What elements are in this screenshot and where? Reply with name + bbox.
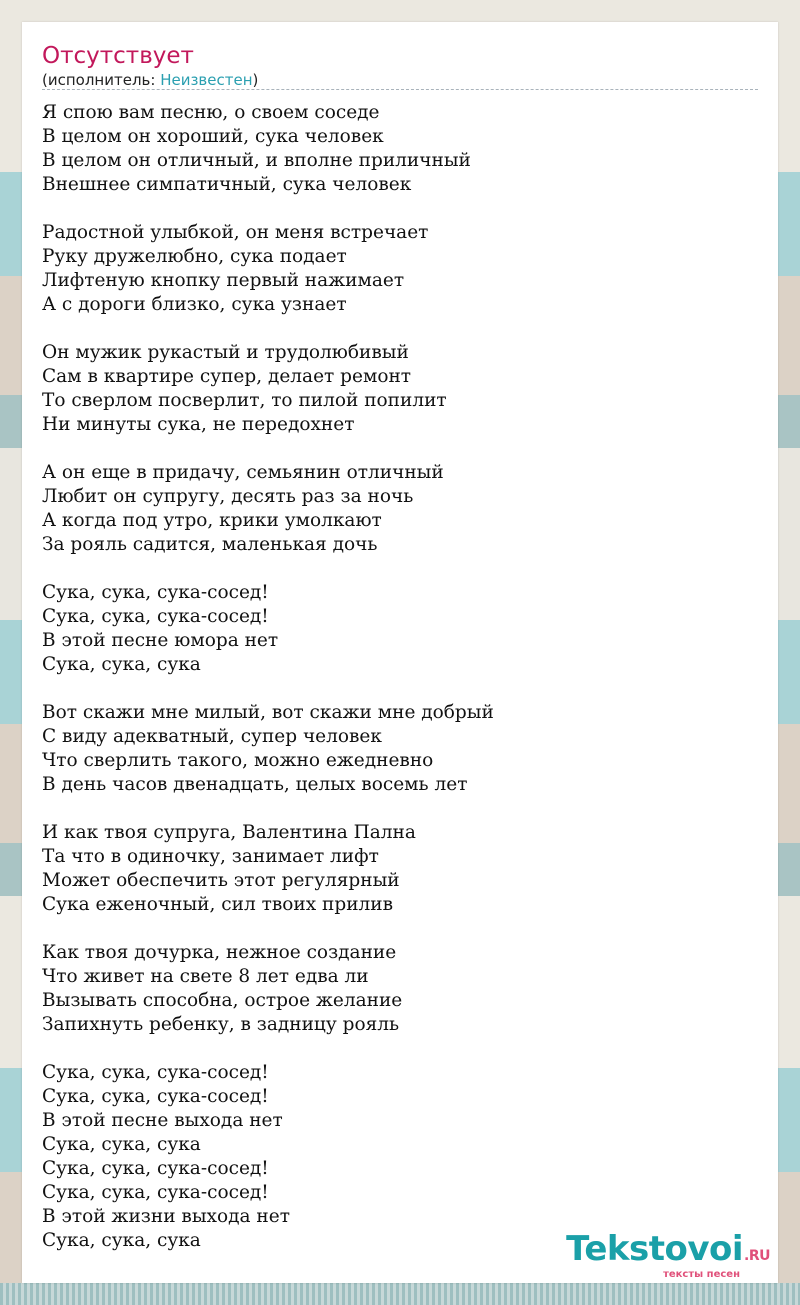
site-logo[interactable] — [566, 1229, 770, 1280]
song-title: Отсутствует — [42, 43, 194, 69]
lyrics-card — [22, 22, 778, 1283]
artist-link[interactable]: Неизвестен — [160, 71, 253, 89]
artist-prefix: (исполнитель: — [42, 71, 161, 89]
logo-wordmark — [566, 1229, 770, 1273]
artist-line — [42, 71, 258, 89]
logo-tld: .RU — [744, 1248, 770, 1264]
lyrics-text: Я спою вам песню, о своем соседе В целом он хороший, сука человек В целом он отличный, и вполне приличный Внешнее симпатичный, сука человек Радостной улыбкой, он меня встречает Руку дружелюбно, сука подает Лифтеную кнопку первый нажимает А с дороги близко, сука узнает Он мужик рукастый и трудолюбивый Сам в квартире супер, делает ремонт То сверлом посверлит, то пилой попилит Ни минуты сука, не передохнет А он еще в придачу, семьянин отличный Любит он супругу, десять раз за ночь А когда под утро, крики умолкают За рояль садится, маленькая дочь Сука, сука, сука-сосед! Сука, сука, сука-сосед! В этой песне юмора нет Сука, сука, сука Вот скажи мне милый, вот скажи мне добрый С виду адекватный, супер человек Что сверлить такого, можно ежедневно В день часов двенадцать, целых восемь лет И как твоя супруга, Валентина Пална Та что в одиночку, занимает лифт Может обеспечить этот регулярный Сука еженочный, сил твоих прилив Как твоя дочурка, нежное создание Что живет на свете 8 лет едва ли Вызывать способна, острое желание Запихнуть ребенку, в задницу рояль Сука, сука, сука-сосед! Сука, сука, сука-сосед! В этой песне выхода нет Сука, сука, сука Сука, сука, сука-сосед! Сука, сука, сука-сосед! В этой жизни выхода нет Сука, сука, сука — [42, 102, 494, 1251]
logo-name: Tekstovoi — [566, 1229, 744, 1269]
page-bottom-border — [0, 1283, 800, 1305]
artist-suffix: ) — [252, 71, 259, 89]
title-divider — [42, 89, 758, 90]
logo-tagline: тексты песен — [663, 1269, 740, 1280]
